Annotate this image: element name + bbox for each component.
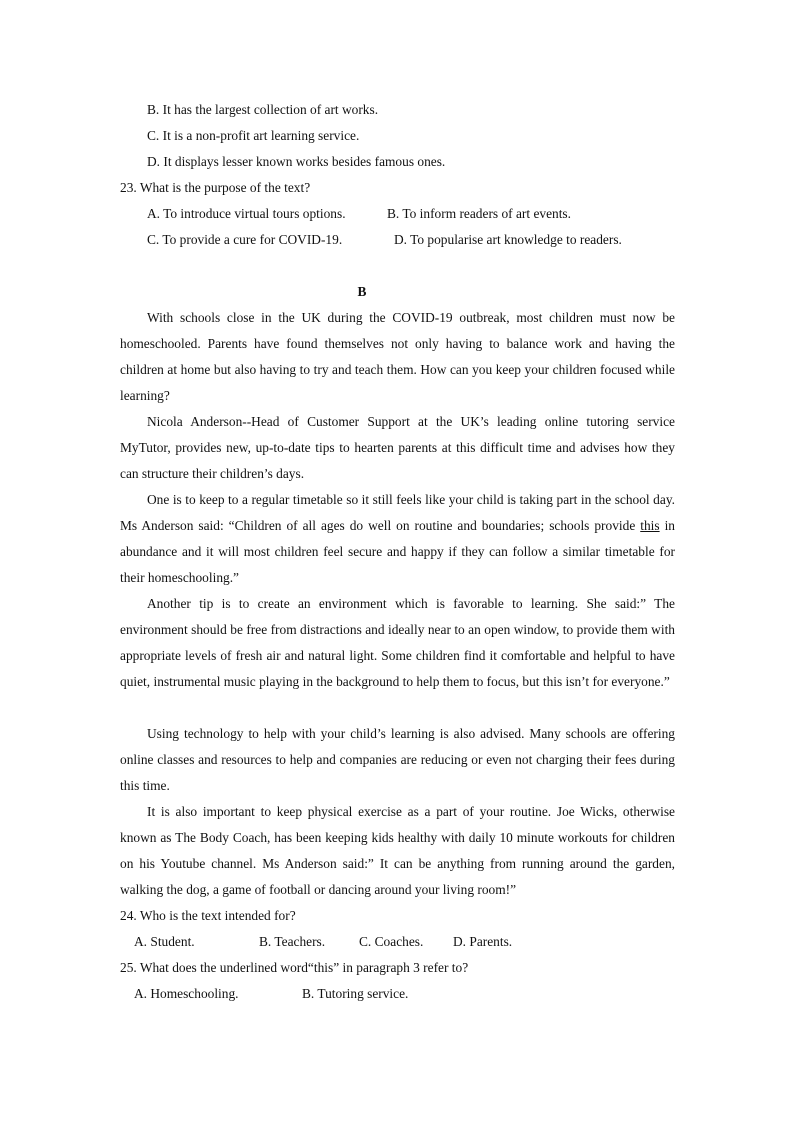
q24-stem: 24. Who is the text intended for? <box>120 908 296 923</box>
q22-option-d: D. It displays lesser known works besides famous ones. <box>147 154 446 169</box>
q22-option-c: C. It is a non-profit art learning service. <box>147 128 360 143</box>
paragraph-3-part-1: One is to keep to a regular timetable so it still feels like your child is taking part in the school day. Ms Anderson said: “Children of all ages do well on routine and boundaries; schools provide <box>120 492 675 533</box>
paragraph-6: It is also important to keep physical exercise as a part of your routine. Joe Wicks, otherwise known as The Body Coach, has been keeping kids healthy with daily 10 minute workouts for children on his Youtube channel. Ms Anderson said:” It can be anything from running around the garden, walking the dog, a game of football or dancing around your living room!” <box>120 804 675 897</box>
q24-option-a: A. Student. <box>134 934 195 949</box>
q25-option-a: A. Homeschooling. <box>134 986 239 1001</box>
paragraph-4: Another tip is to create an environment which is favorable to learning. She said:” The environment should be free from distractions and ideally near to an open window, to provide them with appropriate levels of fresh air and natural light. Some children find it comfortable and helpful to have quiet, instrumental music playing in the background to help them to focus, but this isn’t for everyone.” <box>120 596 675 689</box>
paragraph-3 <box>120 487 675 591</box>
paragraph-5: Using technology to help with your child’s learning is also advised. Many schools are offering online classes and resources to help and companies are reducing or even not charging their fees during this time. <box>120 726 675 793</box>
q25-option-b: B. Tutoring service. <box>302 986 409 1001</box>
q22-option-b: B. It has the largest collection of art works. <box>147 102 379 117</box>
q23-option-d: D. To popularise art knowledge to readers. <box>394 232 622 247</box>
q23-option-b: B. To inform readers of art events. <box>387 206 571 221</box>
q23-stem: 23. What is the purpose of the text? <box>120 180 311 195</box>
q23-option-a: A. To introduce virtual tours options. <box>147 206 346 221</box>
q23-option-c: C. To provide a cure for COVID-19. <box>147 232 343 247</box>
paragraph-3-part-2: in abundance and it will most children feel secure and happy if they can follow a similar timetable for their homeschooling.” <box>120 518 676 585</box>
underlined-word-this: this <box>640 518 660 533</box>
q24-option-b: B. Teachers. <box>259 934 326 949</box>
section-title: B <box>357 284 367 299</box>
q24-option-d: D. Parents. <box>453 934 513 949</box>
q24-option-c: C. Coaches. <box>359 934 424 949</box>
q25-stem: 25. What does the underlined word“this” in paragraph 3 refer to? <box>120 960 469 975</box>
paragraph-1: With schools close in the UK during the COVID-19 outbreak, most children must now be homeschooled. Parents have found themselves not only having to balance work and having the children at home but also having to try and teach them. How can you keep your children focused while learning? <box>120 310 675 403</box>
paragraph-2: Nicola Anderson--Head of Customer Support at the UK’s leading online tutoring service MyTutor, provides new, up-to-date tips to hearten parents at this difficult time and advises how they can structure their children’s days. <box>120 414 675 481</box>
